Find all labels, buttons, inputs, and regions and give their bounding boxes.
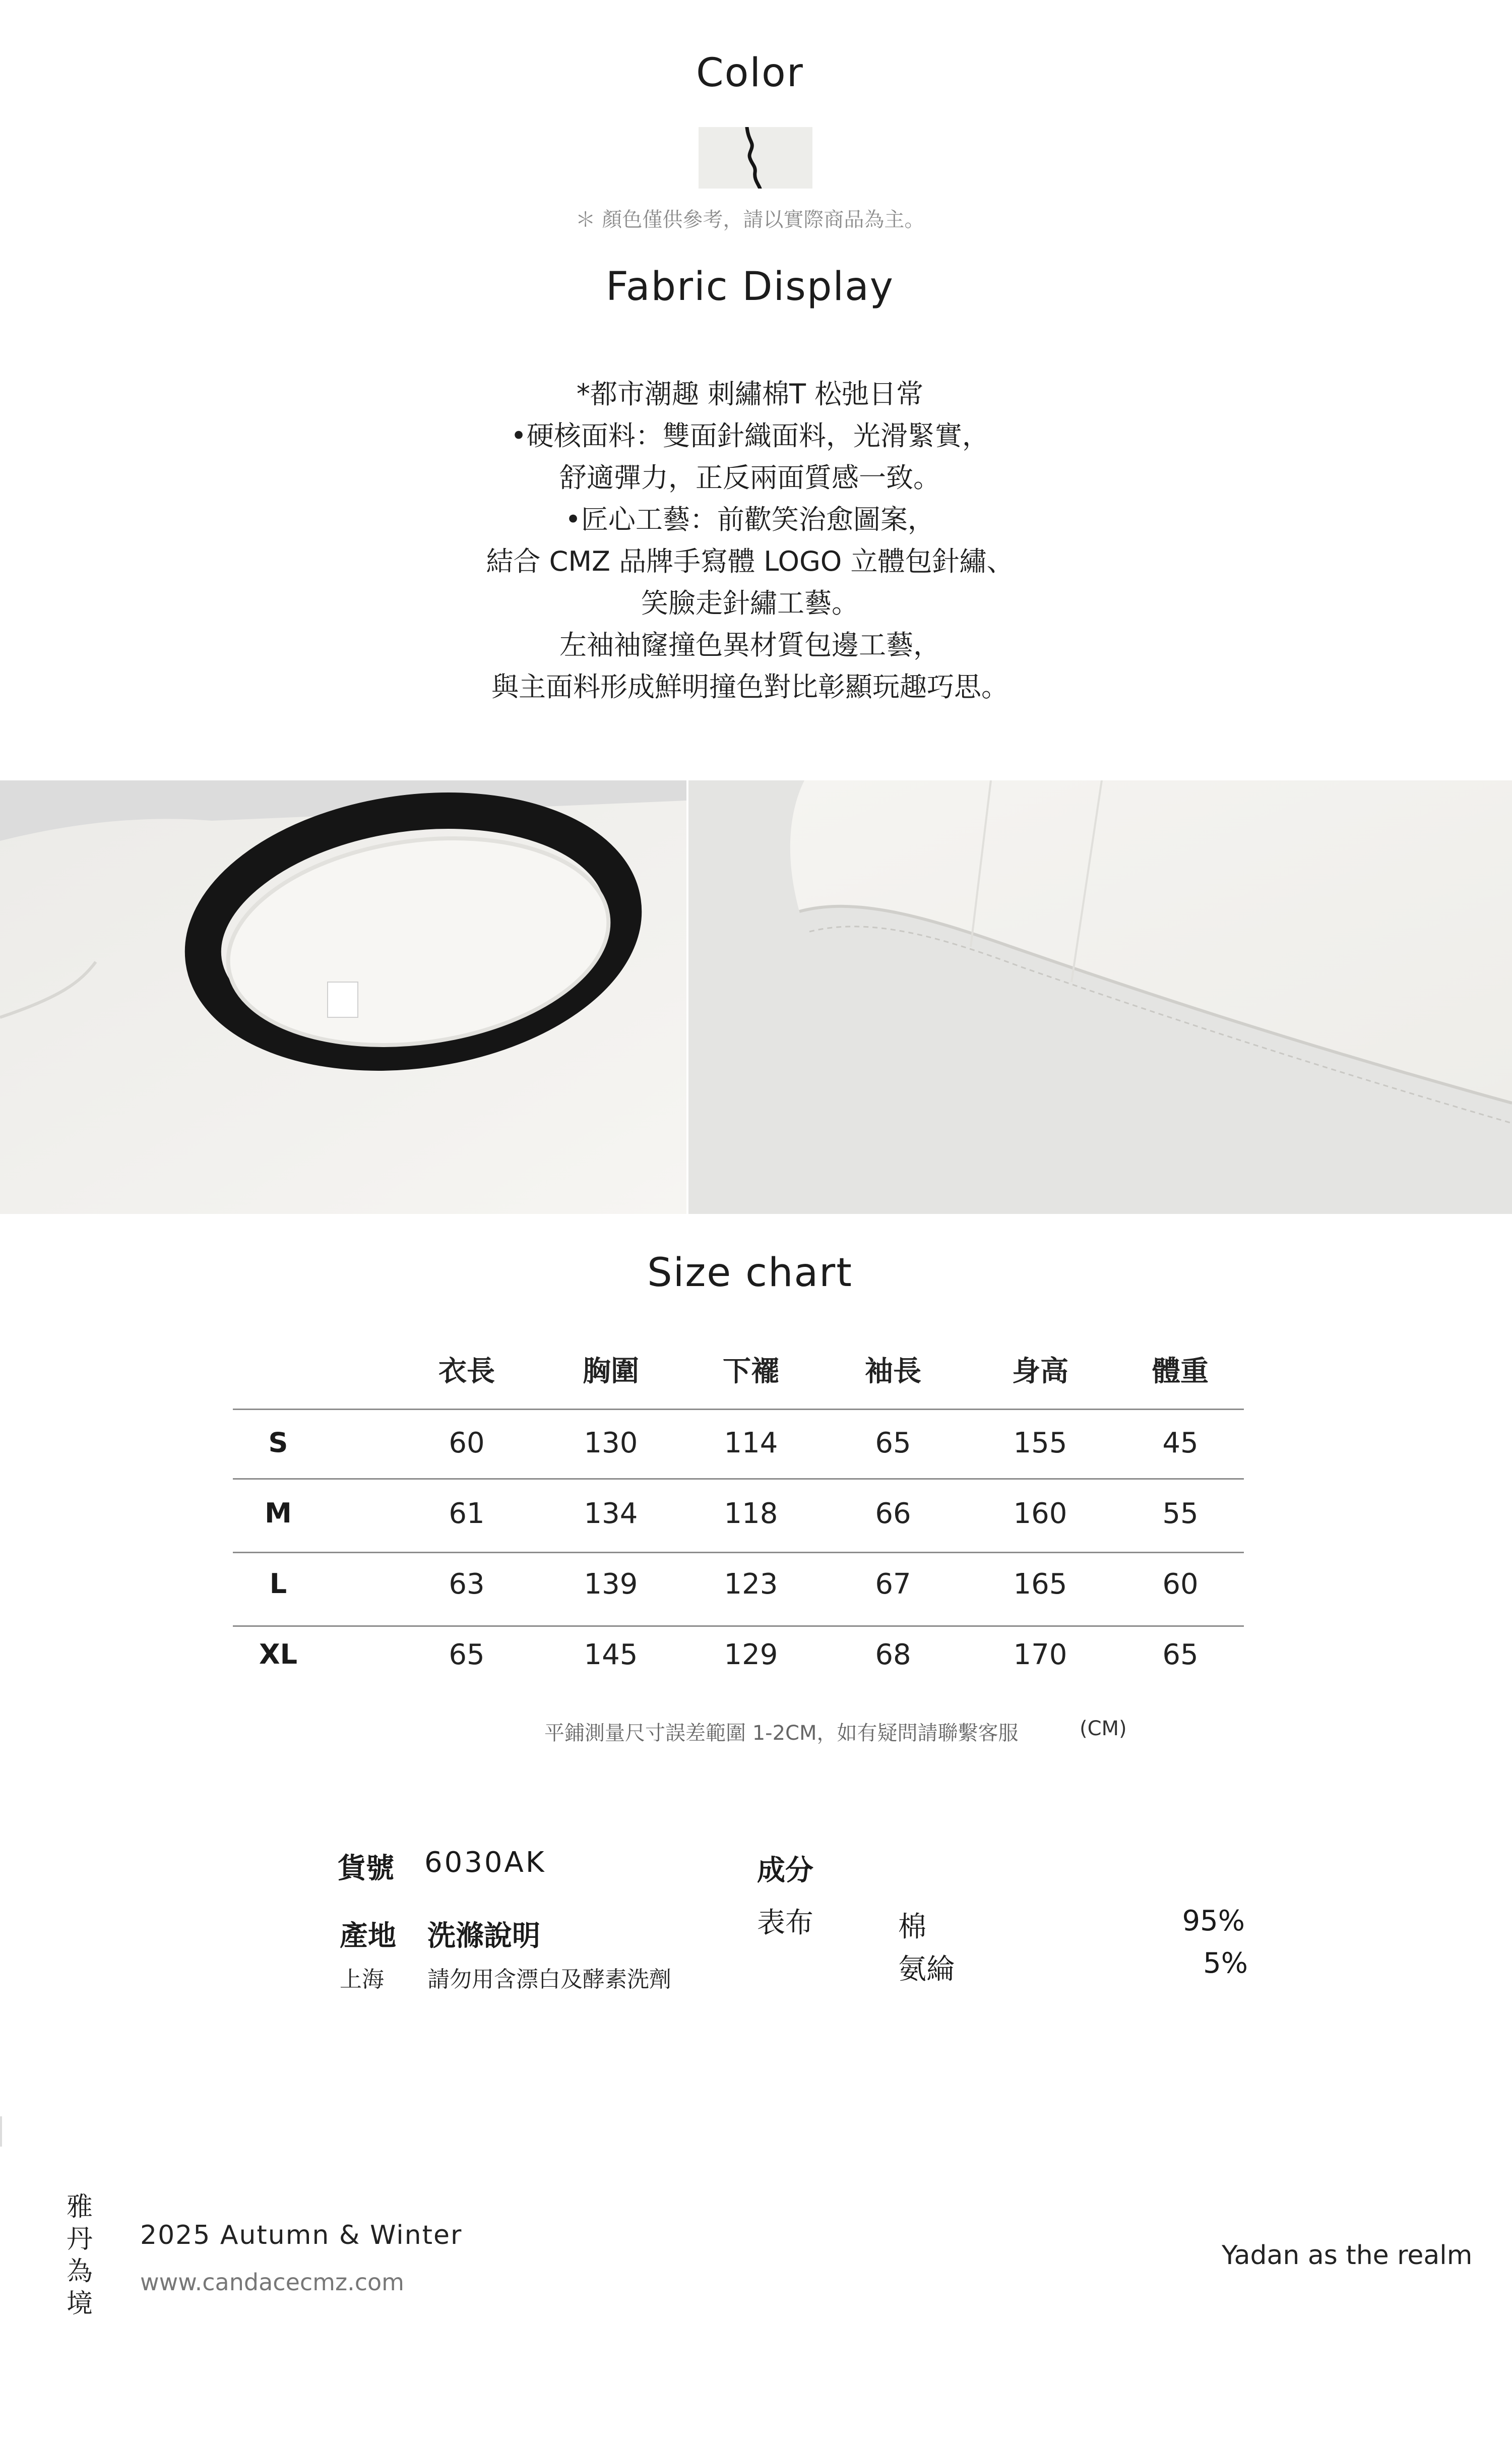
table-cell: 165 xyxy=(1013,1568,1067,1601)
table-cell: 170 xyxy=(1013,1638,1067,1671)
color-swatch xyxy=(699,127,812,189)
table-cell: 68 xyxy=(875,1638,911,1671)
size-label: XL xyxy=(259,1638,298,1670)
table-divider xyxy=(233,1409,1244,1410)
size-label: S xyxy=(268,1427,288,1458)
origin-label: 產地 xyxy=(340,1920,396,1952)
fabric-line: 結合 CMZ 品牌手寫體 LOGO 立體包針繡、 xyxy=(486,545,1014,577)
table-cell: 65 xyxy=(449,1638,485,1671)
fabric-line: *都市潮趣 刺繡棉T 松弛日常 xyxy=(576,378,924,410)
fabric-description xyxy=(0,373,1500,708)
table-cell: 55 xyxy=(1162,1497,1199,1530)
season-label: 2025 Autumn & Winter xyxy=(140,2220,463,2250)
composition-label: 成分 xyxy=(757,1854,813,1887)
table-cell: 129 xyxy=(724,1638,778,1671)
fabric-line: 笑臉走針繡工藝。 xyxy=(641,587,859,619)
care-instructions: 請勿用含漂白及酵素洗劑 xyxy=(427,1967,671,1992)
table-cell: 60 xyxy=(449,1427,485,1459)
material-percent: 95% xyxy=(1182,1905,1245,1937)
table-cell: 160 xyxy=(1013,1497,1067,1530)
item-number-label: 貨號 xyxy=(338,1852,394,1885)
column-header: 胸圍 xyxy=(583,1355,639,1388)
table-cell: 145 xyxy=(584,1638,638,1671)
fabric-line: 舒適彈力，正反兩面質感一致。 xyxy=(559,462,940,494)
table-divider xyxy=(233,1478,1244,1480)
table-cell: 61 xyxy=(449,1497,485,1530)
table-divider xyxy=(233,1625,1244,1627)
brand-char: 雅 xyxy=(66,2192,93,2222)
origin-value: 上海 xyxy=(340,1967,384,1992)
table-cell: 139 xyxy=(584,1568,638,1601)
table-cell: 155 xyxy=(1013,1427,1067,1459)
brand-char: 丹 xyxy=(66,2224,93,2254)
table-cell: 63 xyxy=(449,1568,485,1601)
brand-tagline: Yadan as the realm xyxy=(1222,2240,1473,2271)
material-name: 氨綸 xyxy=(898,1953,955,1986)
color-section-title: Color xyxy=(696,50,804,96)
unit-label: (CM) xyxy=(1080,1717,1127,1740)
table-cell: 118 xyxy=(724,1497,778,1530)
fabric-line: 與主面料形成鮮明撞色對比彰顯玩趣巧思。 xyxy=(491,671,1009,703)
table-cell: 114 xyxy=(724,1427,778,1459)
column-header: 體重 xyxy=(1152,1355,1209,1388)
care-label: 洗滌說明 xyxy=(427,1920,540,1952)
size-chart-title: Size chart xyxy=(647,1250,853,1296)
table-cell: 123 xyxy=(724,1568,778,1601)
size-label: L xyxy=(269,1568,287,1600)
brand-char: 境 xyxy=(66,2289,93,2319)
column-header: 衣長 xyxy=(438,1355,495,1388)
shell-fabric-label: 表布 xyxy=(757,1907,813,1939)
table-cell: 65 xyxy=(875,1427,911,1459)
material-percent: 5% xyxy=(1203,1947,1248,1980)
size-label: M xyxy=(265,1497,292,1529)
fabric-line: 左袖袖窿撞色異材質包邊工藝， xyxy=(559,629,940,661)
collar-detail-photo xyxy=(0,780,686,1214)
table-cell: 60 xyxy=(1162,1568,1199,1601)
material-name: 棉 xyxy=(898,1911,926,1943)
table-cell: 134 xyxy=(584,1497,638,1530)
brand-vertical-text xyxy=(65,2191,95,2320)
item-number: 6030AK xyxy=(424,1846,546,1879)
measurement-note: 平鋪測量尺寸誤差範圍 1-2CM，如有疑問請聯繫客服 xyxy=(544,1722,1019,1745)
brand-char: 為 xyxy=(66,2256,93,2287)
table-cell: 65 xyxy=(1162,1638,1199,1671)
column-header: 下襬 xyxy=(723,1355,779,1388)
table-cell: 67 xyxy=(875,1568,911,1601)
website-link[interactable]: www.candacecmz.com xyxy=(140,2269,404,2296)
edge-mark xyxy=(0,2116,2,2147)
fabric-line: •匠心工藝：前歡笑治愈圖案， xyxy=(565,504,935,535)
table-cell: 130 xyxy=(584,1427,638,1459)
column-header: 身高 xyxy=(1012,1355,1068,1388)
table-divider xyxy=(233,1552,1244,1553)
table-cell: 45 xyxy=(1162,1427,1199,1459)
table-cell: 66 xyxy=(875,1497,911,1530)
fabric-line: •硬核面料：雙面針織面料，光滑緊實， xyxy=(511,420,989,452)
column-header: 袖長 xyxy=(865,1355,921,1388)
fabric-section-title: Fabric Display xyxy=(606,264,894,310)
hem-detail-photo xyxy=(688,780,1512,1214)
color-disclaimer: ＊ 顏色僅供參考，請以實際商品為主。 xyxy=(575,208,925,231)
